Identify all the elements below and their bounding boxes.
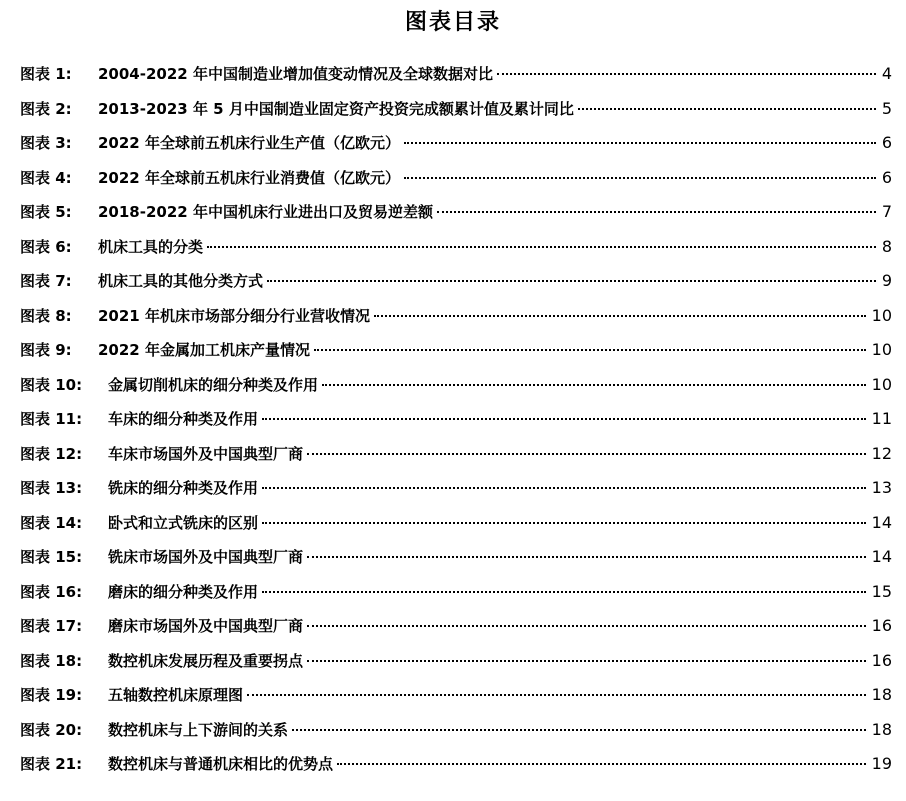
toc-entry[interactable] bbox=[20, 747, 892, 782]
entry-label: 图表 16: bbox=[20, 582, 83, 601]
toc-entry[interactable] bbox=[20, 230, 892, 265]
dot-leader bbox=[262, 521, 866, 524]
entry-label: 图表 10: bbox=[20, 375, 83, 394]
dot-leader bbox=[322, 383, 866, 386]
entry-label: 图表 11: bbox=[20, 410, 83, 428]
toc-entry[interactable] bbox=[20, 678, 892, 713]
entry-page-number[interactable]: 11 bbox=[871, 409, 892, 428]
toc-entry[interactable] bbox=[20, 126, 892, 161]
dot-leader bbox=[307, 624, 866, 627]
toc-entry[interactable] bbox=[20, 575, 892, 610]
dot-leader bbox=[404, 176, 876, 179]
entry-title[interactable]: 机床工具的分类 bbox=[98, 237, 204, 256]
entry-label: 图表 15: bbox=[20, 548, 83, 566]
entry-label: 图表 3: bbox=[20, 134, 72, 152]
entry-page-number[interactable]: 10 bbox=[871, 340, 892, 359]
entry-page-number[interactable]: 5 bbox=[881, 98, 892, 118]
entry-label: 图表 2: bbox=[20, 99, 72, 118]
entry-title[interactable]: 磨床市场国外及中国典型厂商 bbox=[108, 617, 304, 635]
entry-page-number[interactable]: 7 bbox=[881, 202, 892, 221]
entry-title[interactable]: 数控机床发展历程及重要拐点 bbox=[108, 651, 304, 670]
entry-title[interactable]: 数控机床与普通机床相比的优势点 bbox=[108, 755, 334, 773]
toc-entry[interactable] bbox=[20, 402, 892, 437]
entry-title[interactable]: 磨床的细分种类及作用 bbox=[108, 582, 259, 601]
entry-page-number[interactable]: 16 bbox=[871, 650, 892, 670]
dot-leader bbox=[307, 452, 866, 455]
toc-entry[interactable] bbox=[20, 92, 892, 127]
dot-leader bbox=[374, 314, 866, 317]
entry-label: 图表 5: bbox=[20, 203, 72, 221]
entry-page-number[interactable]: 10 bbox=[871, 374, 892, 394]
entry-label: 图表 7: bbox=[20, 272, 72, 290]
toc-entry[interactable] bbox=[20, 609, 892, 644]
entry-page-number[interactable]: 18 bbox=[871, 719, 892, 739]
entry-label: 图表 12: bbox=[20, 444, 83, 463]
entry-page-number[interactable]: 15 bbox=[871, 581, 892, 601]
toc-entry[interactable] bbox=[20, 540, 892, 575]
toc-entry[interactable] bbox=[20, 713, 892, 748]
toc-list bbox=[20, 57, 892, 782]
dot-leader bbox=[337, 762, 866, 765]
dot-leader bbox=[404, 141, 876, 144]
entry-page-number[interactable]: 6 bbox=[881, 167, 892, 187]
entry-title[interactable]: 机床工具的其他分类方式 bbox=[98, 272, 264, 290]
entry-label: 图表 17: bbox=[20, 617, 83, 635]
entry-label: 图表 4: bbox=[20, 168, 72, 187]
entry-label: 图表 6: bbox=[20, 237, 72, 256]
entry-title[interactable]: 2004-2022 年中国制造业增加值变动情况及全球数据对比 bbox=[98, 65, 493, 83]
entry-page-number[interactable]: 16 bbox=[871, 616, 892, 635]
entry-title[interactable]: 车床的细分种类及作用 bbox=[108, 410, 259, 428]
entry-title[interactable]: 2022 年全球前五机床行业消费值（亿欧元） bbox=[98, 168, 400, 187]
toc-entry[interactable] bbox=[20, 264, 892, 299]
toc-entry[interactable] bbox=[20, 437, 892, 472]
entry-title[interactable]: 2022 年金属加工机床产量情况 bbox=[98, 341, 310, 359]
dot-leader bbox=[262, 417, 866, 420]
entry-title[interactable]: 卧式和立式铣床的区别 bbox=[108, 513, 259, 532]
dot-leader bbox=[262, 590, 866, 593]
entry-title[interactable]: 数控机床与上下游间的关系 bbox=[108, 720, 289, 739]
dot-leader bbox=[307, 659, 866, 662]
dot-leader bbox=[267, 279, 876, 282]
toc-entry[interactable] bbox=[20, 299, 892, 334]
entry-label: 图表 19: bbox=[20, 686, 83, 704]
entry-page-number[interactable]: 12 bbox=[871, 443, 892, 463]
entry-label: 图表 20: bbox=[20, 720, 83, 739]
entry-title[interactable]: 金属切削机床的细分种类及作用 bbox=[108, 375, 319, 394]
entry-page-number[interactable]: 13 bbox=[871, 478, 892, 497]
entry-page-number[interactable]: 4 bbox=[881, 64, 892, 83]
entry-label: 图表 1: bbox=[20, 65, 72, 83]
toc-entry[interactable] bbox=[20, 195, 892, 230]
dot-leader bbox=[262, 486, 866, 489]
dot-leader bbox=[247, 693, 866, 696]
entry-label: 图表 18: bbox=[20, 651, 83, 670]
entry-title[interactable]: 2013-2023 年 5 月中国制造业固定资产投资完成额累计值及累计同比 bbox=[98, 99, 574, 118]
toc-entry[interactable] bbox=[20, 471, 892, 506]
entry-label: 图表 21: bbox=[20, 755, 83, 773]
toc-title: 图表目录 bbox=[404, 10, 501, 35]
entry-page-number[interactable]: 14 bbox=[871, 547, 892, 566]
entry-page-number[interactable]: 6 bbox=[881, 133, 892, 152]
toc-entry[interactable] bbox=[20, 57, 892, 92]
entry-title[interactable]: 车床市场国外及中国典型厂商 bbox=[108, 444, 304, 463]
dot-leader bbox=[437, 210, 876, 213]
entry-label: 图表 8: bbox=[20, 306, 72, 325]
dot-leader bbox=[497, 72, 876, 75]
dot-leader bbox=[307, 555, 866, 558]
toc-entry[interactable] bbox=[20, 506, 892, 541]
entry-title[interactable]: 五轴数控机床原理图 bbox=[108, 686, 244, 704]
toc-entry[interactable] bbox=[20, 333, 892, 368]
entry-title[interactable]: 2018-2022 年中国机床行业进出口及贸易逆差额 bbox=[98, 203, 433, 221]
entry-page-number[interactable]: 9 bbox=[881, 271, 892, 290]
entry-label: 图表 13: bbox=[20, 479, 83, 497]
toc-entry[interactable] bbox=[20, 368, 892, 403]
dot-leader bbox=[292, 728, 866, 731]
entry-page-number[interactable]: 14 bbox=[871, 512, 892, 532]
entry-title[interactable]: 铣床市场国外及中国典型厂商 bbox=[108, 548, 304, 566]
entry-title[interactable]: 2021 年机床市场部分细分行业营收情况 bbox=[98, 306, 370, 325]
entry-label: 图表 9: bbox=[20, 341, 72, 359]
entry-label: 图表 14: bbox=[20, 513, 83, 532]
entry-page-number[interactable]: 8 bbox=[881, 236, 892, 256]
entry-title[interactable]: 2022 年全球前五机床行业生产值（亿欧元） bbox=[98, 134, 400, 152]
entry-title[interactable]: 铣床的细分种类及作用 bbox=[108, 479, 259, 497]
entry-page-number[interactable]: 10 bbox=[871, 305, 892, 325]
entry-page-number[interactable]: 19 bbox=[871, 754, 892, 773]
dot-leader bbox=[207, 245, 876, 248]
toc-entry[interactable] bbox=[20, 644, 892, 679]
dot-leader bbox=[578, 107, 876, 110]
toc-entry[interactable] bbox=[20, 161, 892, 196]
entry-page-number[interactable]: 18 bbox=[871, 685, 892, 704]
dot-leader bbox=[314, 348, 866, 351]
